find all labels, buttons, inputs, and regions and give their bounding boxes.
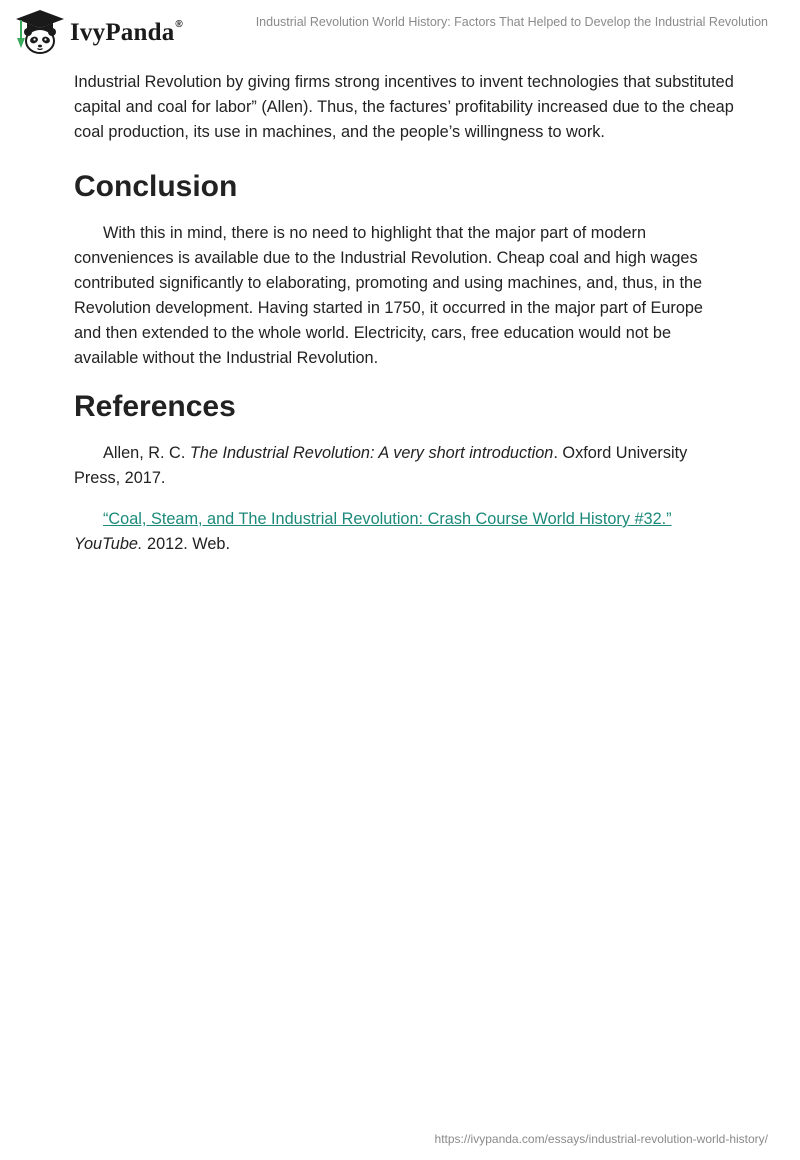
- footer-url[interactable]: https://ivypanda.com/essays/industrial-revolution-world-history/: [434, 1132, 768, 1146]
- reference-item: [74, 441, 734, 491]
- reference-title: The Industrial Revolution: A very short introduction: [189, 444, 554, 462]
- page-header: [0, 0, 800, 60]
- reference-source: YouTube.: [74, 535, 143, 553]
- references-heading: References: [74, 390, 236, 423]
- brand-name: IvyPanda®: [70, 18, 183, 46]
- reference-publisher: . Oxford University Press, 2017.: [74, 444, 688, 487]
- reference-item: [74, 507, 734, 557]
- reference-video-link[interactable]: “Coal, Steam, and The Industrial Revolution: Crash Course World History #32.”: [103, 510, 672, 528]
- conclusion-paragraph: With this in mind, there is no need to highlight that the major part of modern conveniences is available due to the Industrial Revolution. Cheap coal and high wages contributed significantly to elaborating, promoting and using machines, and, thus, in the Revolution development. Having started in 1750, it occurred in the major part of Europe and then extended to the whole world. Electricity, cars, free education would not be available without the Industrial Revolution.: [74, 224, 703, 367]
- document-title: Industrial Revolution World History: Factors That Helped to Develop the Industrial Revolution: [255, 15, 768, 29]
- registered-mark: ®: [175, 18, 183, 30]
- reference-date: 2012. Web.: [142, 535, 230, 553]
- continued-paragraph: Industrial Revolution by giving firms strong incentives to invent technologies that substituted capital and coal for labor” (Allen). Thus, the factures’ profitability increased due to the cheap coal production, its use in machines, and the people’s willingness to work.: [74, 73, 734, 141]
- essay-content: [74, 70, 734, 573]
- reference-author: Allen, R. C.: [103, 444, 190, 462]
- brand-logo[interactable]: [14, 8, 183, 56]
- conclusion-heading: Conclusion: [74, 170, 238, 203]
- panda-graduate-icon: [14, 8, 66, 56]
